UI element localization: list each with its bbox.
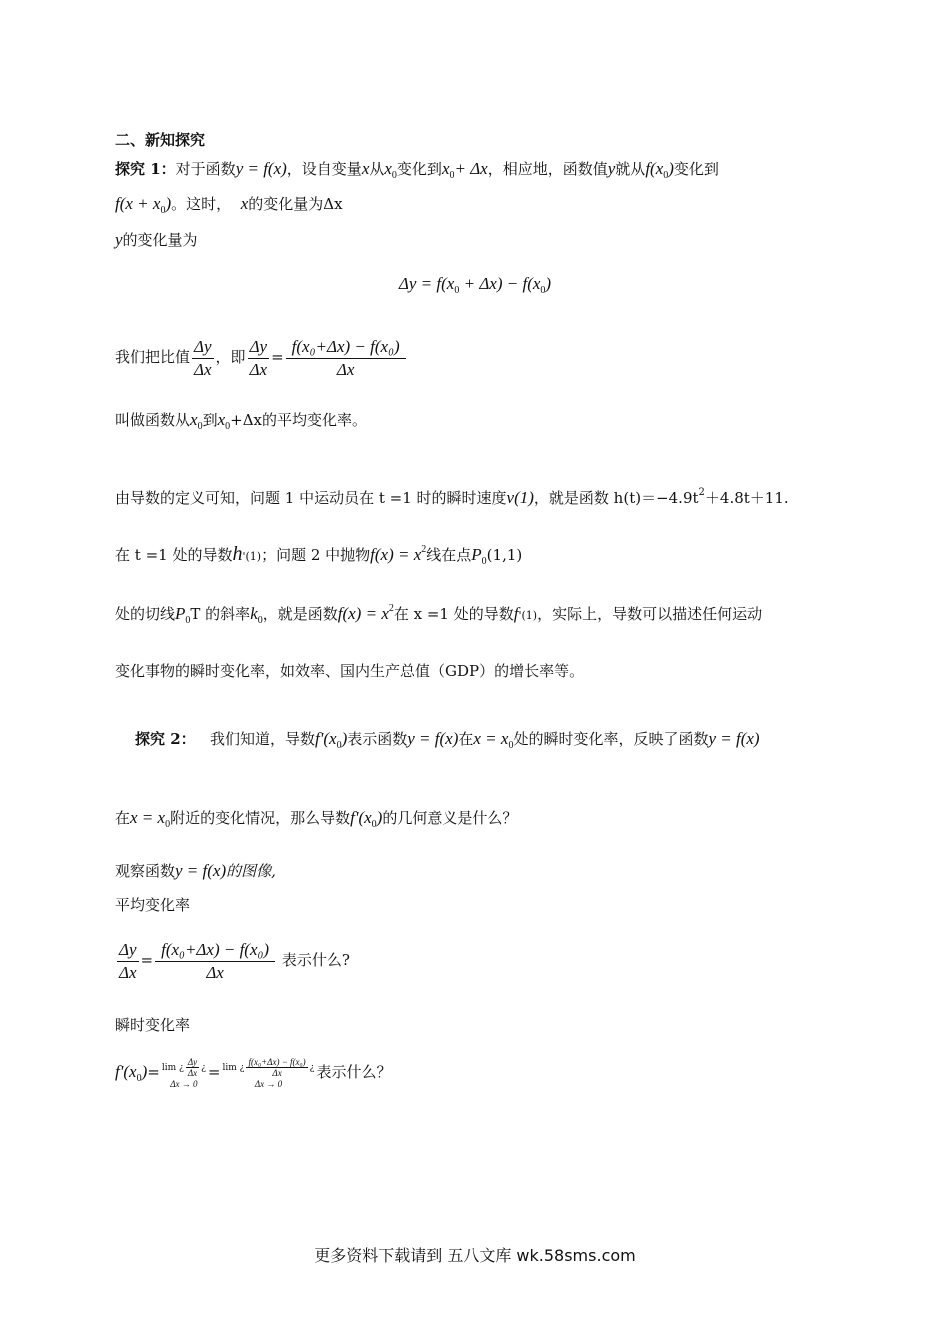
superscript: 2 — [388, 603, 394, 614]
math-y-eq-fx: y = f(x) — [235, 159, 287, 178]
x-symbol: x — [384, 159, 392, 178]
math-arg: '(1) — [518, 609, 538, 622]
math-p0 — [471, 545, 487, 567]
p-symbol: P — [471, 545, 482, 564]
instant-rate-label: 瞬时变化率 — [115, 1016, 191, 1034]
text-fragment: 观察函数 — [115, 862, 176, 880]
ratio-fraction — [117, 939, 139, 984]
big-fraction — [155, 939, 275, 984]
average-rate-label: 平均变化率 — [115, 896, 191, 914]
derivative-line4: 变化事物的瞬时变化率，如效率、国内生产总值（GDP）的增长率等。 — [115, 662, 585, 680]
parabola-text: f(x) = x — [370, 545, 422, 564]
fraction-denominator: Δx — [187, 1067, 198, 1078]
f-x-plus-x0-text: f(x + x — [115, 194, 161, 213]
big-fraction — [286, 336, 406, 381]
explore2-line2 — [115, 806, 517, 837]
lim-block: lim ¿ $\frac{\Delta y}{\Delta x}$ ¿ Δx → 0 — [161, 1056, 206, 1089]
text-fragment: 在 x =1 处的导数 — [393, 605, 514, 623]
fraction-numerator: f(x₀+Δx) − f(x₀) — [286, 336, 406, 359]
ratio-line: 我们把比值 $\frac{\Delta y}{\Delta x}$ ，即 $\frac{\Delta y}{\Delta x}$ = $\frac{\text{f(x₀+Δx) − f(x₀)}}{\Delta x}$ — [115, 332, 408, 382]
mini-fraction-2 — [246, 1057, 307, 1078]
lim-subscript: Δx → 0 — [254, 1078, 283, 1089]
fraction-denominator: Δx — [272, 1067, 282, 1078]
text-fragment: 的几何意义是什么？ — [382, 809, 518, 827]
text-fragment: 变化到 — [396, 160, 442, 178]
fraction-numerator: Δy — [117, 939, 139, 962]
text-fragment: 表示什么? — [281, 951, 350, 969]
text-fragment: 的变化量为Δx — [248, 195, 343, 213]
x0-plus-dx-text: + Δx — [454, 159, 488, 178]
text-fragment: 在 — [458, 730, 474, 748]
text-fragment: 。这时， — [171, 195, 232, 213]
fraction-numerator: f(x₀+Δx) − f(x₀) — [248, 1056, 306, 1067]
explore1-label: 探究 1： — [115, 160, 176, 178]
explore1-line1 — [115, 157, 719, 188]
fraction-denominator: Δx — [194, 359, 212, 379]
x-eq-text: x = x — [473, 729, 509, 748]
derivative-line1 — [115, 481, 789, 510]
delta-y-expr: $\Delta y = f(x_0 + \Delta x) - f(x_0)$ — [398, 274, 552, 296]
k-symbol: k — [250, 604, 258, 623]
math-f-x0: $f(x_0)$ — [645, 159, 674, 181]
p-symbol: P — [175, 604, 186, 623]
text-fragment: ，相应地，函数值 — [487, 160, 608, 178]
math-fprime-x0: $f'(x_0)$ — [115, 1062, 148, 1084]
math-y-fx: y = f(x) — [407, 729, 459, 748]
observe-line — [115, 859, 276, 883]
f-x0-text: f(x — [645, 159, 664, 178]
avg-rate-question: $\frac{\Delta y}{\Delta x}$ = $\frac{\text{f(x₀+Δx) − f(x₀)}}{\Delta x}$ 表示什么? — [119, 939, 350, 982]
math-f-x-plus-x0: $f(x + x_0)$ — [115, 194, 172, 216]
math-x-eq-x0: $x = x_0$ — [473, 729, 514, 751]
derivative-line3 — [115, 597, 762, 633]
x-eq-text: x = x — [130, 808, 166, 827]
text-fragment: 由导数的定义可知，问题 1 中运动员在 t =1 时的瞬时速度 — [115, 489, 507, 507]
derivative-line2 — [115, 538, 522, 574]
superscript: 2 — [421, 544, 427, 555]
math-x0: $x_0$ — [217, 410, 231, 432]
instant-rate-formula: $f'(x_0)=$ lim ¿ $\frac{\Delta y}{\Delta x}$ ¿ Δx → 0 = lim ¿ $\frac{\text{f(x₀+Δx) − f(x₀)}}{\Delta x}$ ¿ Δx → 0 表示什么？ — [115, 1056, 392, 1089]
math-y-fx: y = f(x) — [708, 729, 760, 748]
lim-text: lim — [161, 1062, 177, 1073]
subscript: 0 — [481, 556, 487, 567]
text-fragment: 附近的变化情况，那么导数 — [170, 809, 351, 827]
text-fragment: 表示什么？ — [316, 1063, 392, 1081]
text-fragment: ，即 — [215, 348, 246, 366]
fraction-denominator: Δx — [206, 962, 224, 982]
text-fragment: 我们把比值 — [115, 348, 191, 366]
subscript: 0 — [257, 615, 263, 626]
fraction-numerator: Δy — [192, 336, 214, 359]
delta-y-eq-text: Δy = f(x — [398, 274, 455, 293]
math-h: h — [232, 543, 243, 565]
mini-fraction — [186, 1057, 199, 1078]
text-fragment: 叫做函数从 — [115, 411, 191, 429]
text-fragment: ；问题 2 中抛物 — [261, 546, 371, 564]
fraction-numerator: f(x₀+Δx) − f(x₀) — [155, 939, 275, 962]
parabola-text: f(x) = x — [337, 604, 389, 623]
math-x0-plus-dx: $x_0+ \Delta x$ — [441, 159, 488, 181]
explore2-line1 — [135, 727, 760, 758]
math-f: f — [513, 604, 519, 623]
text-fragment: 从 — [369, 160, 385, 178]
text-fragment: 到 — [202, 411, 218, 429]
math-fprime-x0: $f'(x_0)$ — [350, 808, 383, 830]
text-fragment: 线在点 — [426, 546, 472, 564]
lim-subscript: Δx → 0 — [170, 1078, 198, 1089]
fprime-text: f'(x — [315, 729, 337, 748]
average-rate-line — [115, 408, 367, 439]
text-fragment: 表示函数 — [347, 730, 408, 748]
text-fragment: 对于函数 — [175, 160, 236, 178]
fraction-denominator: Δx — [336, 359, 355, 379]
text-fragment: 的图像, — [226, 862, 276, 880]
math-v1: v(1) — [506, 488, 534, 507]
explore1-line2 — [115, 192, 343, 223]
text-fragment: 在 — [115, 809, 131, 827]
fraction-denominator: Δx — [249, 359, 268, 379]
math-p0 — [175, 604, 191, 626]
math-fprime-x0: $f'(x_0)$ — [315, 729, 348, 751]
math-x0: $x_0$ — [190, 410, 203, 432]
math-k0 — [250, 604, 263, 626]
text-fragment: T 的斜率 — [190, 605, 251, 623]
delta-y-mid-text: + Δx) − f(x — [459, 274, 541, 293]
text-fragment: 就从 — [615, 160, 646, 178]
ratio-fraction — [192, 336, 214, 381]
ratio-fraction-short — [248, 336, 270, 381]
text-fragment: 的变化量为 — [122, 231, 198, 249]
explore2-label: 探究 2： — [135, 730, 196, 748]
math-parabola — [338, 604, 394, 623]
subscript: 0 — [185, 615, 191, 626]
fprime-text: f'(x — [350, 808, 372, 827]
lim-text: lim — [222, 1062, 237, 1073]
math-y: y — [115, 230, 123, 249]
text-fragment: 变化到 — [673, 160, 719, 178]
text-fragment: ，就是函数 — [262, 605, 338, 623]
text-fragment: +Δx的平均变化率。 — [230, 411, 367, 429]
text-fragment: ，实际上，导数可以描述任何运动 — [537, 605, 763, 623]
point-coords: (1,1) — [486, 546, 523, 564]
text-fragment: 处的瞬时变化率，反映了函数 — [513, 730, 709, 748]
lim-block-2: lim ¿ $\frac{\text{f(x₀+Δx) − f(x₀)}}{\Delta x}$ ¿ Δx → 0 — [222, 1056, 315, 1089]
math-y-fx: y = f(x) — [175, 861, 227, 880]
text-fragment: 处的切线 — [115, 605, 176, 623]
text-fragment: ，就是函数 h(t)＝−4.9t — [533, 489, 699, 507]
math-arg: '(1) — [242, 550, 262, 563]
math-x-eq-x0: $x = x_0$ — [130, 808, 171, 830]
text-fragment: 我们知道，导数 — [209, 730, 315, 748]
fraction-numerator: Δy — [187, 1056, 198, 1067]
math-y: y — [607, 159, 616, 178]
superscript: 2 — [698, 487, 705, 498]
math-x: x — [361, 159, 370, 178]
text-fragment: 在 t =1 处的导数 — [115, 546, 233, 564]
fprime-text: f'(x — [115, 1062, 137, 1081]
math-parabola — [370, 545, 426, 564]
fraction-denominator: Δx — [119, 962, 137, 982]
explore1-line3 — [115, 228, 198, 252]
text-fragment: ＋4.8t＋11. — [704, 489, 789, 507]
text-fragment: ，设自变量 — [286, 160, 362, 178]
math-x: x — [240, 194, 249, 213]
fraction-numerator: Δy — [248, 336, 270, 359]
section-title: 二、新知探究 — [115, 131, 206, 149]
footer-download-note: 更多资料下载请到 五八文库 wk.58sms.com — [314, 1246, 636, 1265]
math-x0: $x_0$ — [384, 159, 397, 181]
delta-y-equation — [0, 274, 950, 296]
